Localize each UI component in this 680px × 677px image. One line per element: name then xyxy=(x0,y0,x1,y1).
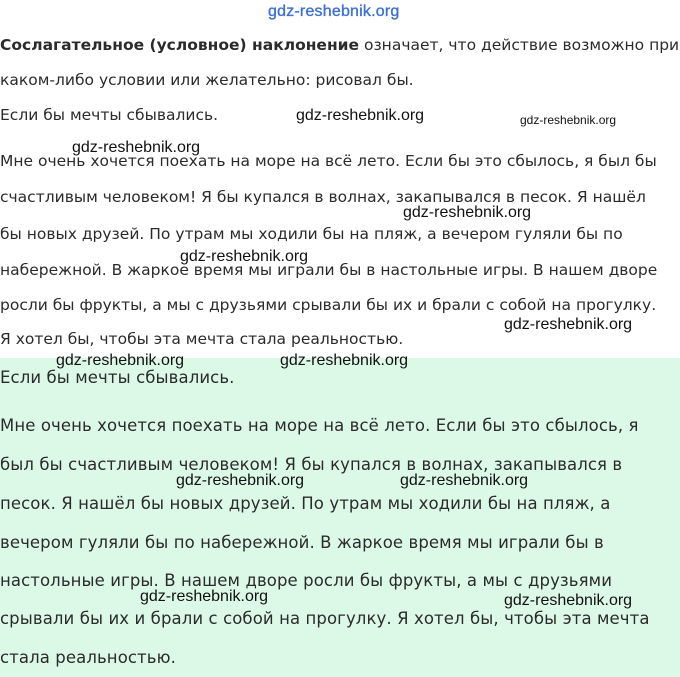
essay-line: бы новых друзей. По утрам мы ходили бы на пляж, а вечером гуляли бы по xyxy=(0,225,623,243)
essay-title: Если бы мечты сбывались. xyxy=(0,106,219,124)
watermark: gdz-reshebnik.org xyxy=(504,316,633,333)
watermark: gdz-reshebnik.org xyxy=(72,139,201,156)
answer-line: настольные игры. В нашем дворе росли бы фрукты, а мы с друзьями xyxy=(0,571,613,590)
watermark: gdz-reshebnik.org xyxy=(176,472,305,489)
essay-line: счастливым человеком! Я бы купался в волнах, закапывался в песок. Я нашёл xyxy=(0,188,646,206)
essay-line: набережной. В жаркое время мы играли бы в настольные игры. В нашем дворе xyxy=(0,261,658,279)
answer-line: был бы счастливым человеком! Я бы купался в волнах, закапывался в xyxy=(0,455,623,474)
watermark: gdz-reshebnik.org xyxy=(56,352,185,369)
watermark: gdz-reshebnik.org xyxy=(520,113,617,127)
answer-title: Если бы мечты сбывались. xyxy=(0,368,235,387)
watermark: gdz-reshebnik.org xyxy=(140,588,269,605)
watermark: gdz-reshebnik.org xyxy=(403,204,532,221)
watermark: gdz-reshebnik.org xyxy=(504,592,633,609)
definition-line-1 xyxy=(0,35,679,55)
watermark: gdz-reshebnik.org xyxy=(280,352,409,369)
answer-line: срывали бы их и брали с собой на прогулку. Я хотел бы, чтобы эта мечта xyxy=(0,609,650,628)
definition-line-2: каком-либо условии или желательно: рисовал бы. xyxy=(0,71,414,89)
answer-line: Мне очень хочется поехать на море на всё лето. Если бы это сбылось, я xyxy=(0,416,639,435)
watermark: gdz-reshebnik.org xyxy=(180,248,309,265)
watermark: gdz-reshebnik.org xyxy=(400,472,529,489)
definition-term: Сослагательное (условное) наклонение xyxy=(0,36,360,54)
answer-line: стала реальностью. xyxy=(0,648,176,667)
answer-line: песок. Я нашёл бы новых друзей. По утрам мы ходили бы на пляж, а xyxy=(0,494,611,513)
watermark-top: gdz-reshebnik.org xyxy=(268,3,400,20)
watermark: gdz-reshebnik.org xyxy=(296,107,425,124)
answer-block xyxy=(0,358,680,677)
definition-text: означает, что действие возможно при xyxy=(359,36,680,54)
essay-line: Мне очень хочется поехать на море на всё лето. Если бы это сбылось, я был бы xyxy=(0,152,657,170)
essay-line: росли бы фрукты, а мы с друзьями срывали бы их и брали с собой на прогулку. xyxy=(0,296,657,314)
answer-line: вечером гуляли бы по набережной. В жаркое время мы играли бы в xyxy=(0,533,604,552)
essay-line: Я хотел бы, чтобы эта мечта стала реальностью. xyxy=(0,330,404,348)
